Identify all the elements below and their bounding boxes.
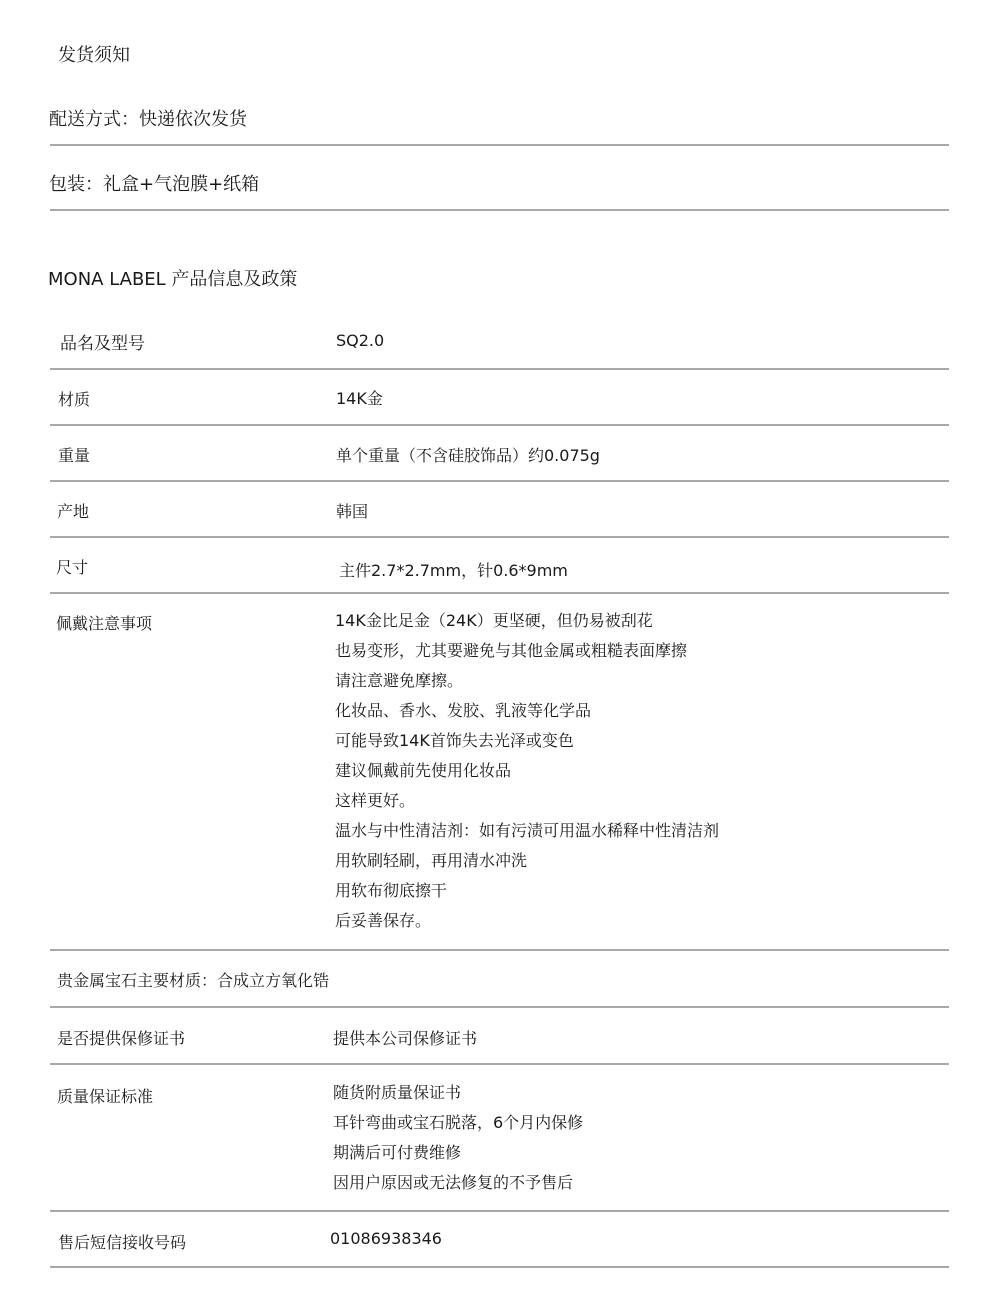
quality-line: 因用户原因或无法修复的不予售后 [333,1173,574,1192]
divider [50,424,949,426]
care-line: 化妆品、香水、发胶、乳液等化学品 [335,701,592,720]
care-line: 用软布彻底擦干 [335,881,448,900]
divider [50,368,949,370]
divider [50,1266,949,1268]
divider [50,209,949,211]
care-label: 佩戴注意事项 [56,614,153,633]
certificate-value: 提供本公司保修证书 [333,1029,478,1048]
divider [50,1063,949,1065]
origin-value: 韩国 [336,502,369,521]
divider [50,1210,949,1212]
divider [50,144,949,146]
product-info-title: MONA LABEL 产品信息及政策 [48,269,298,290]
quality-line: 期满后可付费维修 [333,1143,462,1162]
divider [50,1006,949,1008]
material-label: 材质 [58,390,91,409]
size-label: 尺寸 [56,558,89,577]
quality-line: 耳针弯曲或宝石脱落，6个月内保修 [333,1113,584,1132]
origin-label: 产地 [57,502,90,521]
divider [50,592,949,594]
name-label: 品名及型号 [60,334,145,354]
care-line: 后妥善保存。 [335,911,432,930]
size-value: 主件2.7*2.7mm，针0.6*9mm [339,561,568,580]
sms-number: 01086938346 [330,1229,442,1248]
certificate-label: 是否提供保修证书 [57,1029,186,1048]
care-notes [335,606,719,936]
quality-label: 质量保证标准 [57,1087,154,1106]
material-value: 14K金 [336,389,383,408]
care-line: 温水与中性清洁剂：如有污渍可用温水稀释中性清洁剂 [335,821,720,840]
gem-material: 贵金属宝石主要材质：合成立方氧化锆 [57,971,330,990]
care-line: 可能导致14K首饰失去光泽或变色 [335,731,574,750]
divider [50,536,949,538]
divider [50,949,949,951]
care-line: 这样更好。 [335,791,416,810]
weight-label: 重量 [58,446,91,465]
name-value: SQ2.0 [336,331,385,350]
quality-line: 随货附质量保证书 [333,1083,462,1102]
shipping-title: 发货须知 [58,45,130,66]
care-line: 用软刷轻刷，再用清水冲洗 [335,851,528,870]
divider [50,480,949,482]
care-line: 请注意避免摩擦。 [335,671,464,690]
quality-terms [333,1078,583,1198]
weight-value: 单个重量（不含硅胶饰品）约0.075g [336,446,600,465]
care-line: 建议佩戴前先使用化妆品 [335,761,512,780]
delivery-method: 配送方式：快递依次发货 [49,109,247,130]
care-line: 也易变形，尤其要避免与其他金属或粗糙表面摩擦 [335,641,688,660]
sms-label: 售后短信接收号码 [58,1233,187,1252]
care-line: 14K金比足金（24K）更坚硬，但仍易被刮花 [335,611,653,630]
packaging-info: 包装：礼盒+气泡膜+纸箱 [49,174,260,195]
